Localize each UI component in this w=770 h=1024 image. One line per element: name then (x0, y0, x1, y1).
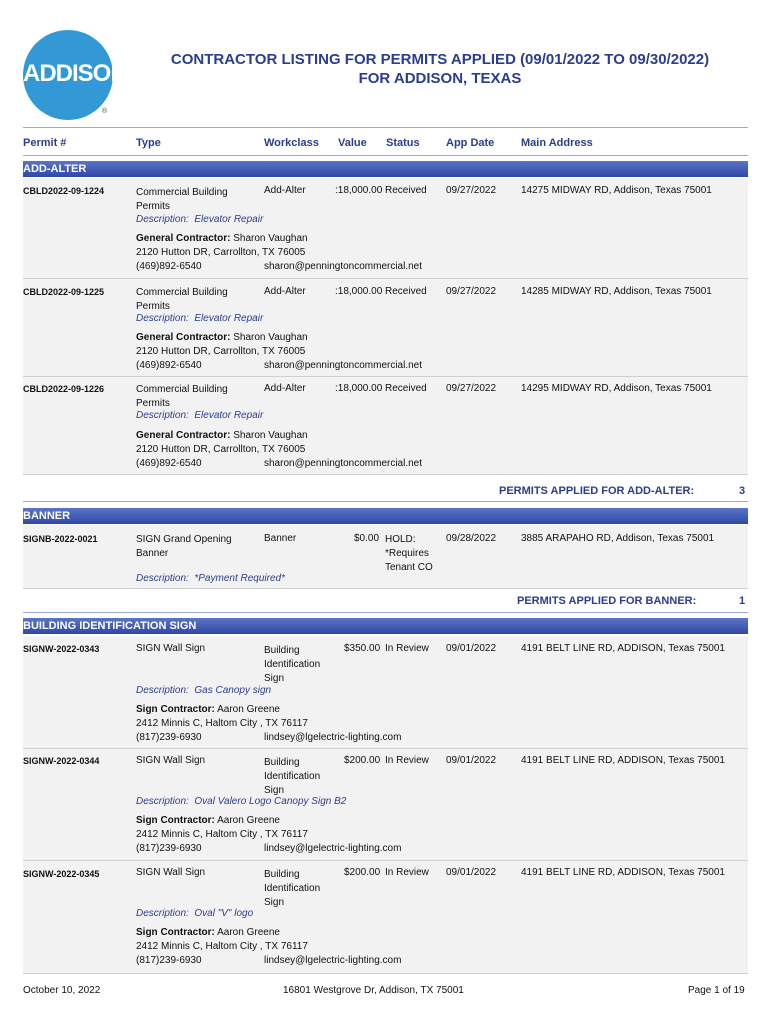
status: HOLD: *Requires Tenant CO (385, 534, 433, 573)
table-row (23, 525, 748, 589)
header-top-rule (23, 127, 748, 128)
workclass: Add-Alter (264, 286, 306, 297)
report-title (130, 50, 750, 88)
logo-registered-mark: ® (102, 108, 108, 115)
summary-rule (23, 612, 748, 613)
permit-type: SIGN Wall Sign (136, 643, 206, 654)
value: :18,000.00 (335, 286, 383, 297)
permit-number: SIGNB-2022-0021 (23, 534, 98, 544)
addison-logo (23, 30, 127, 120)
value: $350.00 (344, 643, 381, 654)
section-summary-label: PERMITS APPLIED FOR BANNER: (517, 595, 697, 607)
section-summary-label: PERMITS APPLIED FOR ADD-ALTER: (499, 485, 695, 497)
contractor-block: General Contractor: Sharon Vaughan 2120 Hutton DR, Carrollton, TX 76005 (469)892-6540 (136, 332, 308, 371)
main-address: 3885 ARAPAHO RD, Addison, Texas 75001 (521, 533, 715, 544)
main-address: 4191 BELT LINE RD, ADDISON, Texas 75001 (521, 755, 725, 766)
contractor-email: lindsey@lgelectric-lighting.com (264, 843, 402, 854)
value: $0.00 (354, 533, 380, 544)
value: $200.00 (344, 755, 381, 766)
status: Received (385, 286, 427, 297)
workclass: Add-Alter (264, 383, 306, 394)
status: Received (385, 185, 427, 196)
col-workclass: Workclass (264, 137, 319, 149)
status: Received (385, 383, 427, 394)
description: Description: Oval "V" logo (136, 908, 254, 919)
permit-type: SIGN Grand Opening Banner (136, 534, 232, 559)
table-row (23, 279, 748, 377)
workclass: Add-Alter (264, 185, 306, 196)
description: Description: Elevator Repair (136, 410, 264, 421)
description: Description: Gas Canopy sign (136, 685, 272, 696)
main-address: 14275 MIDWAY RD, Addison, Texas 75001 (521, 185, 712, 196)
value: :18,000.00 (335, 185, 383, 196)
footer-page-number: Page 1 of 19 (688, 985, 745, 996)
value: $200.00 (344, 867, 381, 878)
table-row (23, 178, 748, 279)
footer-date: October 10, 2022 (23, 985, 101, 996)
contractor-block: Sign Contractor: Aaron Greene 2412 Minnis C, Haltom City , TX 76117 (817)239-6930 (136, 704, 308, 743)
status: In Review (385, 867, 429, 878)
main-address: 4191 BELT LINE RD, ADDISON, Texas 75001 (521, 643, 725, 654)
table-row (23, 636, 748, 749)
contractor-block: Sign Contractor: Aaron Greene 2412 Minnis C, Haltom City , TX 76117 (817)239-6930 (136, 927, 308, 966)
col-app-date: App Date (446, 137, 495, 149)
section-label: BANNER (23, 510, 71, 522)
table-row (23, 861, 748, 974)
section-bar-banner (23, 508, 748, 524)
app-date: 09/01/2022 (446, 867, 497, 878)
col-type: Type (136, 137, 161, 149)
contractor-email: lindsey@lgelectric-lighting.com (264, 732, 402, 743)
section-summary-count: 3 (739, 485, 746, 497)
description: Description: Elevator Repair (136, 214, 264, 225)
col-permit: Permit # (23, 137, 67, 149)
permit-type: Commercial Building Permits (136, 384, 228, 409)
value: :18,000.00 (335, 383, 383, 394)
app-date: 09/27/2022 (446, 185, 497, 196)
table-row (23, 377, 748, 475)
header-bottom-rule (23, 155, 748, 156)
contractor-email: lindsey@lgelectric-lighting.com (264, 955, 402, 966)
section-label: BUILDING IDENTIFICATION SIGN (23, 620, 197, 632)
permit-type: SIGN Wall Sign (136, 755, 206, 766)
report-title-line1: CONTRACTOR LISTING FOR PERMITS APPLIED (09/01/2022 TO 09/30/2022) (170, 51, 710, 68)
workclass: Building Identification Sign (264, 757, 321, 796)
contractor-email: sharon@penningtoncommercial.net (264, 360, 423, 371)
app-date: 09/28/2022 (446, 533, 497, 544)
table-row (23, 749, 748, 861)
contractor-email: sharon@penningtoncommercial.net (264, 458, 423, 469)
app-date: 09/01/2022 (446, 643, 497, 654)
summary-rule (23, 501, 748, 502)
description: Description: Elevator Repair (136, 313, 264, 324)
app-date: 09/27/2022 (446, 286, 497, 297)
status: In Review (385, 755, 429, 766)
permit-number: CBLD2022-09-1225 (23, 287, 105, 297)
col-status: Status (386, 137, 420, 149)
app-date: 09/01/2022 (446, 755, 497, 766)
logo-text: ADDISON (23, 60, 127, 87)
permit-type: SIGN Wall Sign (136, 867, 206, 878)
contractor-block: General Contractor: Sharon Vaughan 2120 Hutton DR, Carrollton, TX 76005 (469)892-6540 (136, 233, 308, 272)
report-title-line2: FOR ADDISON, TEXAS (358, 70, 522, 87)
section-bar-building-identification-sign (23, 618, 748, 634)
app-date: 09/27/2022 (446, 383, 497, 394)
section-label: ADD-ALTER (23, 163, 87, 175)
footer-address: 16801 Westgrove Dr, Addison, TX 75001 (283, 985, 464, 996)
description: Description: Oval Valero Logo Canopy Sign B2 (136, 796, 347, 807)
contractor-email: sharon@penningtoncommercial.net (264, 261, 423, 272)
permit-number: SIGNW-2022-0343 (23, 644, 100, 654)
col-main-address: Main Address (521, 137, 593, 149)
workclass: Banner (264, 533, 297, 544)
permit-number: CBLD2022-09-1226 (23, 384, 105, 394)
permit-number: SIGNW-2022-0344 (23, 756, 100, 766)
contractor-block: General Contractor: Sharon Vaughan 2120 Hutton DR, Carrollton, TX 76005 (469)892-6540 (136, 430, 308, 469)
section-bar-add-alter (23, 161, 748, 177)
description: Description: *Payment Required* (136, 573, 285, 584)
main-address: 4191 BELT LINE RD, ADDISON, Texas 75001 (521, 867, 725, 878)
main-address: 14285 MIDWAY RD, Addison, Texas 75001 (521, 286, 712, 297)
workclass: Building Identification Sign (264, 869, 321, 908)
permit-number: CBLD2022-09-1224 (23, 186, 105, 196)
permit-type: Commercial Building Permits (136, 287, 228, 312)
contractor-block: Sign Contractor: Aaron Greene 2412 Minnis C, Haltom City , TX 76117 (817)239-6930 (136, 815, 308, 854)
section-summary-count: 1 (739, 595, 746, 607)
col-value: Value (338, 137, 367, 149)
permit-type: Commercial Building Permits (136, 187, 228, 212)
main-address: 14295 MIDWAY RD, Addison, Texas 75001 (521, 383, 712, 394)
status: In Review (385, 643, 429, 654)
workclass: Building Identification Sign (264, 645, 321, 684)
permit-number: SIGNW-2022-0345 (23, 869, 100, 879)
